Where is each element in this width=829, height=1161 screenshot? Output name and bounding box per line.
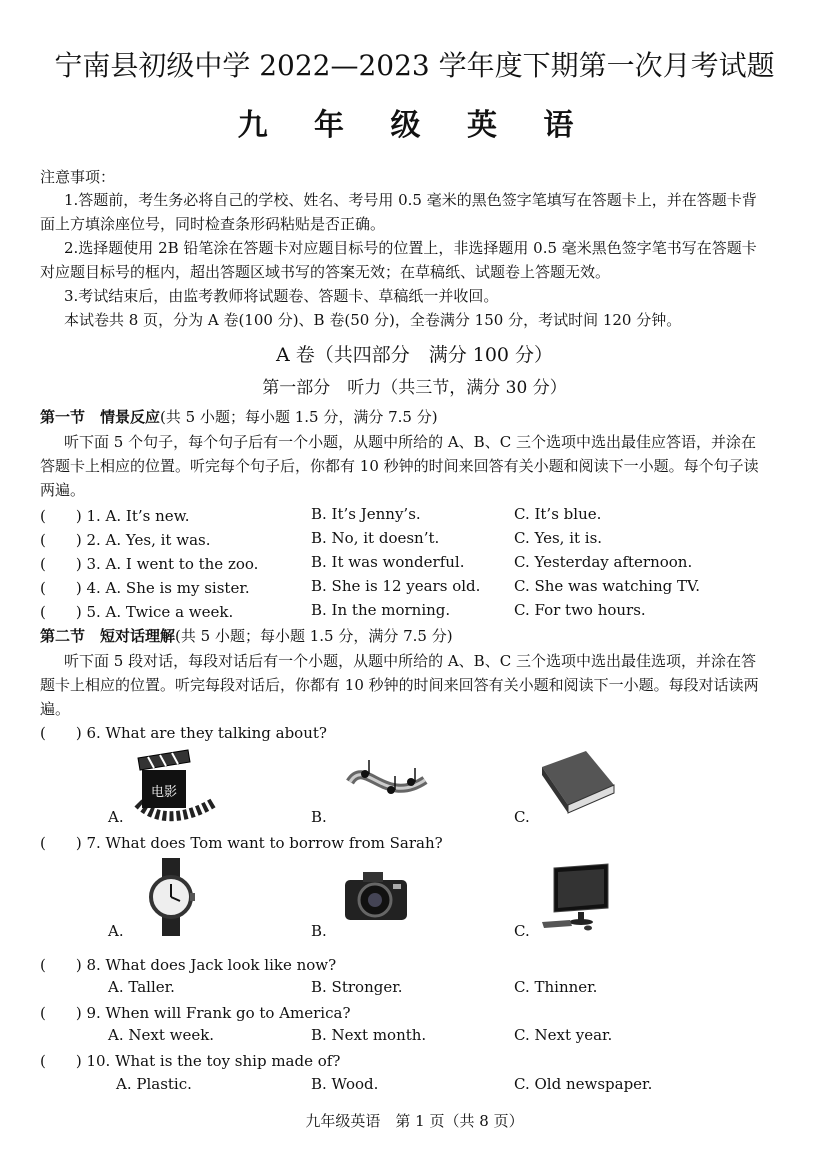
question-2-option-b: B. No, it doesn’t. [311,529,440,547]
question-9-stem: ( ) 9. When will Frank go to America? [40,1004,351,1022]
section1-instruction: 听下面 5 个句子，每个句子后有一个小题，从题中所给的 A、B、C 三个选项中选出最佳应答语，并涂在答题卡上相应的位置。听完每个句子后，你都有 10 秒钟的时间来回答有关小题和阅读下一小题。每个句子读两遍。 [40,433,759,499]
camera-icon [343,868,411,923]
section2-rule: (共 5 小题；每小题 1.5 分，满分 7.5 分) [175,627,453,645]
question-1-option-c: C. It’s blue. [514,505,602,523]
question-10-stem: ( ) 10. What is the toy ship made of? [40,1052,341,1070]
question-8-option-a: A. Taller. [108,978,175,996]
q7-label-b: B. [311,922,327,940]
part1-heading: 第一部分 听力（共三节，满分 30 分） [262,378,567,398]
question-3-stem: ( ) 3. A. I went to the zoo. [40,555,259,573]
volume-a-heading: A 卷（共四部分 满分 100 分） [275,344,554,366]
wristwatch-icon [142,858,202,936]
film-clapperboard-icon [128,748,218,823]
question-1-option-b: B. It’s Jenny’s. [311,505,421,523]
q6-label-c: C. [514,808,530,826]
question-5-stem: ( ) 5. A. Twice a week. [40,603,234,621]
question-10-option-b: B. Wood. [311,1075,379,1093]
section1-title: 第一节 情景反应 [40,408,161,426]
question-4-option-c: C. She was watching TV. [514,577,700,595]
q6-label-a: A. [108,808,124,826]
section2-title: 第二节 短对话理解 [40,627,176,645]
notice-summary: 本试卷共 8 页，分为 A 卷(100 分)、B 卷(50 分)，全卷满分 150 分，考试时间 120 分钟。 [64,311,682,329]
question-3-option-b: B. It was wonderful. [311,553,465,571]
question-8-option-b: B. Stronger. [311,978,403,996]
notice-item-3: 3.考试结束后，由监考教师将试题卷、答题卡、草稿纸一并收回。 [64,287,499,305]
question-5-option-c: C. For two hours. [514,601,646,619]
q7-label-c: C. [514,922,530,940]
section1-rule: (共 5 小题；每小题 1.5 分，满分 7.5 分) [160,408,438,426]
music-notes-icon [345,752,430,812]
q7-label-a: A. [108,922,124,940]
book-icon [538,745,618,815]
question-3-option-c: C. Yesterday afternoon. [514,553,693,571]
notice-item-1: 1.答题前，考生务必将自己的学校、姓名、考号用 0.5 毫米的黑色签字笔填写在答题卡上，并在答题卡背面上方填涂座位号，同时检查条形码粘贴是否正确。 [40,191,757,233]
question-2-option-c: C. Yes, it is. [514,529,603,547]
exam-title: 宁南县初级中学 2022—2023 学年度下期第一次月考试题 [54,49,775,82]
question-1-stem: ( ) 1. A. It’s new. [40,507,190,525]
exam-subtitle: 九 年 级 英 语 [237,108,592,143]
section2-instruction: 听下面 5 段对话，每段对话后有一个小题，从题中所给的 A、B、C 三个选项中选出最佳选项，并涂在答题卡上相应的位置。听完每段对话后，你都有 10 秒钟的时间来回答有关小题和阅读下一小题。每段对话读两遍。 [40,652,759,718]
question-5-option-b: B. In the morning. [311,601,451,619]
question-9-option-a: A. Next week. [108,1026,215,1044]
question-8-option-c: C. Thinner. [514,978,598,996]
section1-heading [40,406,438,427]
computer-monitor-icon [540,862,612,934]
question-8-stem: ( ) 8. What does Jack look like now? [40,956,337,974]
question-4-stem: ( ) 4. A. She is my sister. [40,579,250,597]
question-4-option-b: B. She is 12 years old. [311,577,481,595]
section2-heading [40,625,453,646]
page-footer: 九年级英语 第 1 页（共 8 页） [305,1112,524,1130]
notice-heading: 注意事项： [40,168,116,186]
question-7-stem: ( ) 7. What does Tom want to borrow from Sarah? [40,834,443,852]
question-10-option-c: C. Old newspaper. [514,1075,653,1093]
question-9-option-c: C. Next year. [514,1026,613,1044]
question-6-stem: ( ) 6. What are they talking about? [40,724,327,742]
q6-label-b: B. [311,808,327,826]
question-2-stem: ( ) 2. A. Yes, it was. [40,531,211,549]
film-chinese-text: 电影 [150,785,178,800]
notice-item-2: 2.选择题使用 2B 铅笔涂在答题卡对应题目标号的位置上，非选择题用 0.5 毫米黑色签字笔书写在答题卡对应题目标号的框内，超出答题区域书写的答案无效；在草稿纸、试题卷上答题无效。 [40,239,757,281]
question-10-option-a: A. Plastic. [116,1075,192,1093]
question-9-option-b: B. Next month. [311,1026,427,1044]
